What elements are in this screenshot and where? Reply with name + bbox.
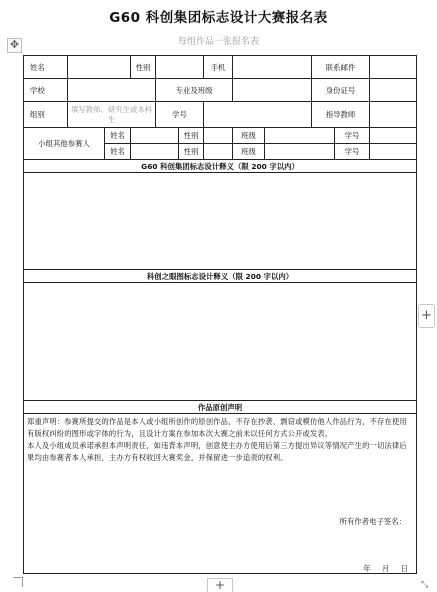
registration-table: [23, 55, 417, 574]
table-row: [24, 270, 417, 283]
email-field[interactable]: [370, 56, 417, 79]
member-student-id-label: 学号: [335, 144, 370, 160]
member-student-id-label: 学号: [335, 128, 370, 144]
member-name-field[interactable]: [131, 128, 179, 144]
table-row: [24, 173, 417, 270]
declaration-paragraph: 郑重声明：参赛所提交的作品是本人或小组所创作的原创作品，不存在抄袭、剽窃或模仿他人作品行为，不存在使用有版权纠纷的图形或字体的行为，且设计方案在参加本次大赛之前未以任何方式公开或发表。: [27, 417, 407, 438]
member-gender-field[interactable]: [204, 144, 233, 160]
member-student-id-field[interactable]: [370, 128, 417, 144]
member-class-field[interactable]: [265, 144, 335, 160]
advisor-field[interactable]: [370, 102, 417, 128]
declaration-cell: [24, 414, 417, 574]
name-field[interactable]: [68, 56, 131, 79]
id-number-field[interactable]: [370, 79, 417, 102]
other-members-label: 小组其他参赛人: [24, 128, 105, 160]
member-name-label: 姓名: [105, 144, 131, 160]
table-row: [24, 401, 417, 414]
move-icon[interactable]: ✥: [7, 38, 22, 53]
logo-meaning-heading: G60 科创集团标志设计释义（限 200 字以内）: [24, 160, 417, 173]
member-gender-label: 性别: [179, 144, 204, 160]
group-label: 组别: [24, 102, 68, 128]
member-gender-field[interactable]: [204, 128, 233, 144]
member-class-label: 班级: [233, 128, 265, 144]
table-row: [24, 128, 417, 144]
member-name-field[interactable]: [131, 144, 179, 160]
student-id-label: 学号: [156, 102, 204, 128]
page-title: G60 科创集团标志设计大赛报名表: [109, 10, 328, 26]
table-row: [24, 414, 417, 574]
plus-icon[interactable]: +: [207, 578, 233, 592]
table-row: [24, 56, 417, 79]
major-class-field[interactable]: [233, 79, 312, 102]
member-class-label: 班级: [233, 144, 265, 160]
page-corner-mark: [13, 577, 23, 587]
id-number-label: 身份证号: [312, 79, 370, 102]
date-label: 年 月 日: [363, 564, 411, 573]
logo-meaning-field[interactable]: [24, 173, 417, 270]
mascot-meaning-field[interactable]: [24, 283, 417, 401]
member-gender-label: 性别: [179, 128, 204, 144]
table-row: [24, 102, 417, 128]
school-label: 学校: [24, 79, 68, 102]
name-label: 姓名: [24, 56, 68, 79]
member-student-id-field[interactable]: [370, 144, 417, 160]
page-subtitle: 每组作品一张报名表: [177, 37, 259, 47]
plus-icon[interactable]: +: [418, 304, 435, 328]
gender-field[interactable]: [156, 56, 204, 79]
table-row: [24, 160, 417, 173]
phone-label: 手机: [204, 56, 233, 79]
declaration-paragraph: 本人及小组成员承诺承担本声明责任，如违背本声明，创意使主办方使用后第三方提出异议等情况产生的一切法律后果均由参赛者本人承担，主办方有权收回大赛奖金，并保留进一步追责的权利。: [27, 441, 407, 462]
advisor-label: 指导教师: [312, 102, 370, 128]
mascot-meaning-heading: 科创之眼图标志设计释义（限 200 字以内）: [24, 270, 417, 283]
originality-heading: 作品原创声明: [24, 401, 417, 414]
member-name-label: 姓名: [105, 128, 131, 144]
email-label: 联系邮件: [312, 56, 370, 79]
resize-icon[interactable]: ⤡: [421, 580, 429, 590]
school-field[interactable]: [68, 79, 156, 102]
table-row: [24, 79, 417, 102]
group-field[interactable]: 填写教师、研究生或本科生: [68, 102, 156, 128]
member-class-field[interactable]: [265, 128, 335, 144]
gender-label: 性别: [131, 56, 156, 79]
major-class-label: 专业及班级: [156, 79, 233, 102]
table-row: [24, 283, 417, 401]
signature-label: 所有作者电子签名：: [339, 517, 407, 526]
student-id-field[interactable]: [204, 102, 312, 128]
phone-field[interactable]: [233, 56, 312, 79]
